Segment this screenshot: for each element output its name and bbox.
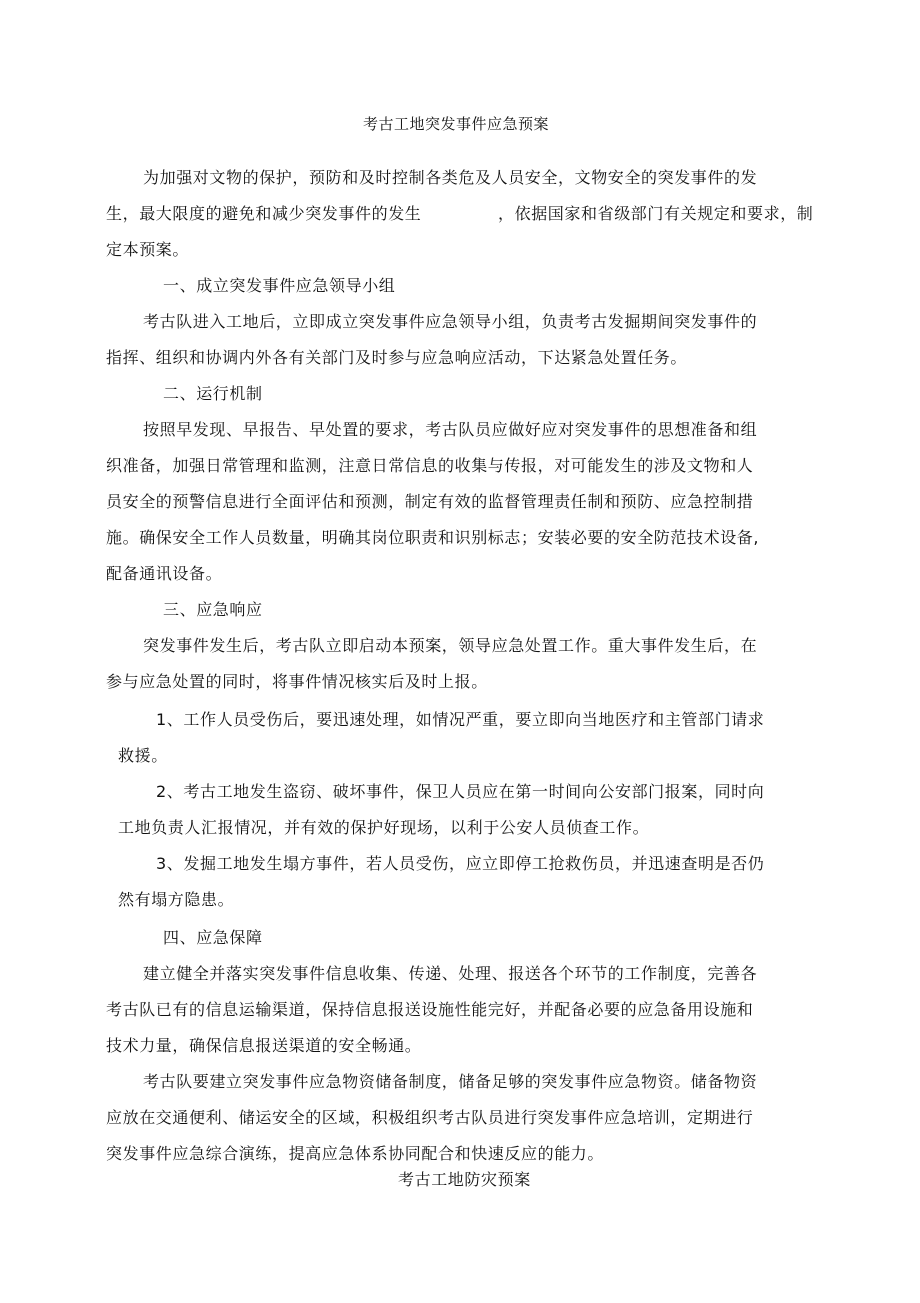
section-heading: 二、运行机制 bbox=[163, 384, 263, 403]
section-heading: 一、成立突发事件应急领导小组 bbox=[163, 276, 396, 295]
body-line: 突发事件应急综合演练，提高应急体系协同配合和快速反应的能力。 bbox=[106, 1144, 605, 1163]
list-item-line: 救援。 bbox=[118, 746, 168, 765]
body-line: 施。确保安全工作人员数量，明确其岗位职责和识别标志；安装必要的安全防范技术设备, bbox=[106, 528, 760, 547]
body-line: 考古队已有的信息运输渠道，保持信息报送设施性能完好，并配备必要的应急备用设施和 bbox=[106, 1000, 754, 1019]
body-line: 考古队要建立突发事件应急物资储备制度，储备足够的突发事件应急物资。储备物资 bbox=[143, 1072, 758, 1091]
body-line: 员安全的预警信息进行全面评估和预测，制定有效的监督管理责任制和预防、应急控制措 bbox=[106, 492, 754, 511]
body-line: 考古队进入工地后，立即成立突发事件应急领导小组，负责考古发掘期间突发事件的 bbox=[143, 312, 758, 331]
body-line: 应放在交通便利、储运安全的区域，积极组织考古队员进行突发事件应急培训，定期进行 bbox=[106, 1108, 754, 1127]
document-title: 考古工地突发事件应急预案 bbox=[363, 115, 550, 133]
list-item-line: 2、考古工地发生盗窃、破坏事件，保卫人员应在第一时间向公安部门报案，同时向 bbox=[156, 782, 765, 801]
list-item-line: 然有塌方隐患。 bbox=[118, 890, 235, 909]
intro-line: ，依据国家和省级部门有关规定和要求，制 bbox=[498, 204, 814, 223]
body-line: 按照早发现、早报告、早处置的要求，考古队员应做好应对突发事件的思想准备和组 bbox=[143, 420, 758, 439]
body-line: 建立健全并落实突发事件信息收集、传递、处理、报送各个环节的工作制度，完善各 bbox=[143, 964, 758, 983]
list-item-line: 工地负责人汇报情况，并有效的保护好现场，以利于公安人员侦查工作。 bbox=[118, 818, 650, 837]
intro-line: 定本预案。 bbox=[106, 240, 190, 259]
body-line: 织准备，加强日常管理和监测，注意日常信息的收集与传报，对可能发生的涉及文物和人 bbox=[106, 456, 754, 475]
intro-line: 生，最大限度的避免和减少突发事件的发生 bbox=[106, 204, 422, 223]
section-heading: 三、应急响应 bbox=[163, 600, 263, 619]
section-heading: 四、应急保障 bbox=[163, 928, 263, 947]
body-line: 参与应急处置的同时，将事件情况核实后及时上报。 bbox=[106, 672, 488, 691]
body-line: 配备通讯设备。 bbox=[106, 564, 223, 583]
body-line: 技术力量，确保信息报送渠道的安全畅通。 bbox=[106, 1036, 422, 1055]
body-line: 突发事件发生后，考古队立即启动本预案，领导应急处置工作。重大事件发生后，在 bbox=[143, 636, 758, 655]
list-item-line: 3、发掘工地发生塌方事件，若人员受伤，应立即停工抢救伤员，并迅速查明是否仍 bbox=[156, 854, 765, 873]
next-document-title: 考古工地防灾预案 bbox=[398, 1170, 531, 1189]
intro-line: 为加强对文物的保护，预防和及时控制各类危及人员安全，文物安全的突发事件的发 bbox=[143, 168, 758, 187]
list-item-line: 1、工作人员受伤后，要迅速处理，如情况严重，要立即向当地医疗和主管部门请求 bbox=[156, 710, 765, 729]
body-line: 指挥、组织和协调内外各有关部门及时参与应急响应活动，下达紧急处置任务。 bbox=[106, 348, 688, 367]
